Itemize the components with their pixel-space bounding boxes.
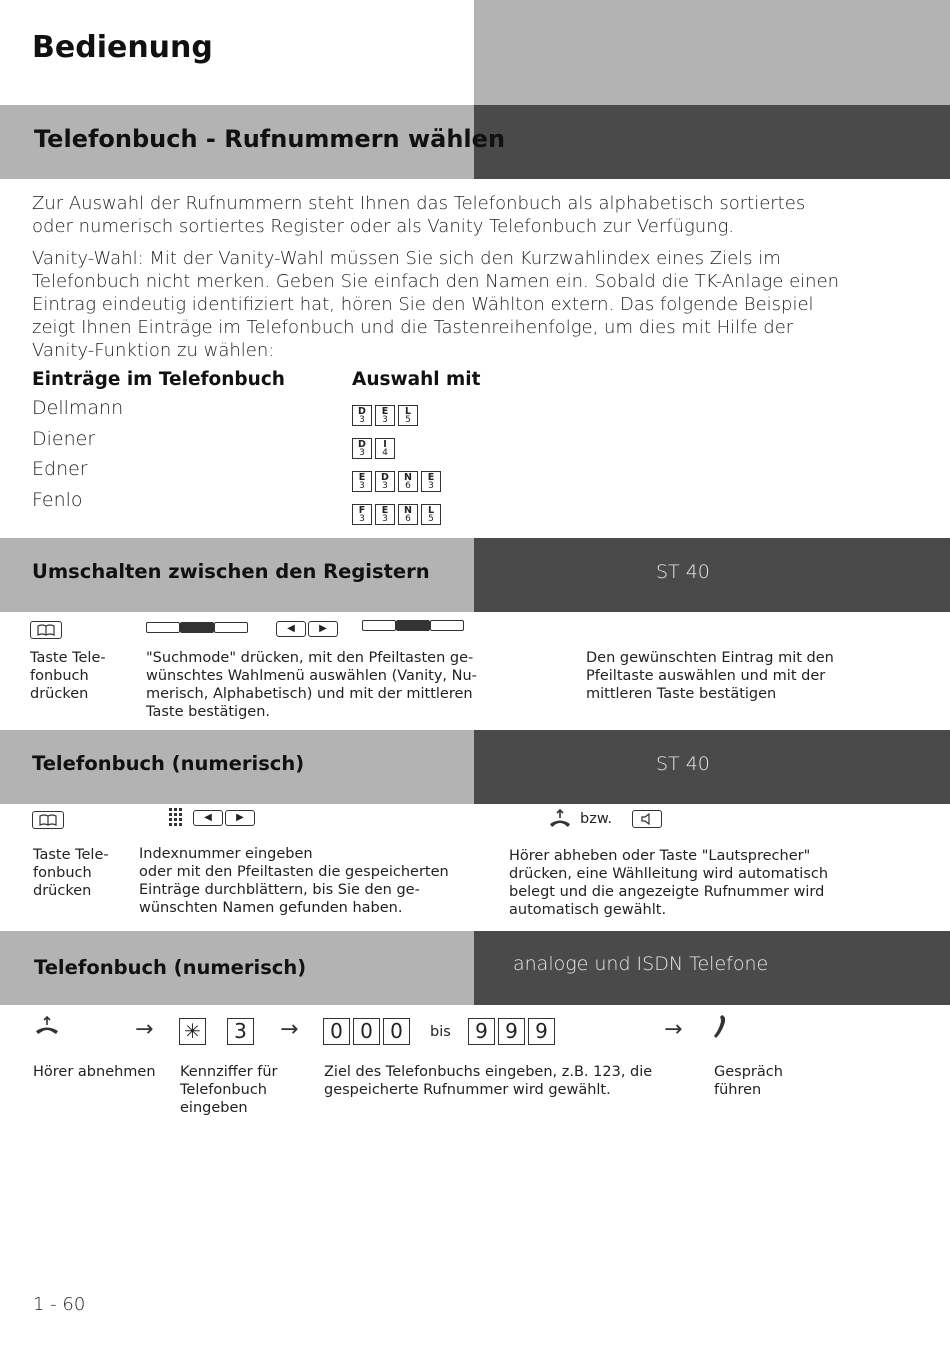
softkeys-icon [362,620,464,631]
step-text: Den gewünschten Eintrag mit den Pfeiltaste auswählen und mit der mittleren Taste bestätigen [586,650,834,702]
section-heading: Telefonbuch (numerisch) [32,752,305,775]
handset-lift-icon [34,1015,60,1039]
step-text: Taste Tele- fonbuch drücken [33,847,109,899]
vanity-line: Eintrag eindeutig identifiziert hat, hören Sie den Wählton extern. Das folgende Beispiel [32,294,814,315]
digit-key: 9 [468,1018,495,1045]
section-title: Telefonbuch - Rufnummern wählen [34,125,506,153]
keypad-key: E 3 [352,471,372,492]
entry-name: Edner [32,458,88,480]
keypad-key: E 3 [375,405,395,426]
arrow-keys-icon: ◀ ▶ [193,810,255,826]
handset-call-icon [712,1013,728,1045]
key-sequence-from [323,1018,410,1045]
step-text: Hörer abheben oder Taste "Lautsprecher" drücken, eine Wählleitung wird automatisch belegt und die angezeigte Rufnummer wird automatisch gewählt. [509,848,829,918]
keypad-icon [169,808,183,832]
keypad-key: D 3 [352,405,372,426]
intro-paragraph [32,192,892,238]
entry-name: Fenlo [32,489,83,511]
table-header-entries: Einträge im Telefonbuch [32,369,285,390]
key-sequence [352,504,441,525]
keypad-key: I 4 [375,438,395,459]
section-heading: Umschalten zwischen den Registern [32,560,430,583]
step-text: Taste Tele- fonbuch drücken [30,650,106,702]
header-band-right [474,0,950,105]
softkeys-icon [146,622,248,633]
digit-key: 9 [528,1018,555,1045]
entry-name: Dellmann [32,397,124,419]
step-text: Hörer abnehmen [33,1064,156,1080]
arrow-icon: → [664,1017,683,1042]
vanity-line: zeigt Ihnen Einträge im Telefonbuch und die Tastenreihenfolge, um dies mit Hilfe der [32,317,794,338]
page-title: Bedienung [32,30,213,65]
bis-label: bis [430,1024,451,1040]
key-sequence-to [468,1018,555,1045]
digit-key: 0 [383,1018,410,1045]
key-sequence [352,405,418,426]
digit-key: 3 [227,1018,254,1045]
phonebook-key-icon [32,811,64,829]
digit-key: 0 [353,1018,380,1045]
keypad-key: D 3 [375,471,395,492]
speaker-key-icon [632,810,662,828]
keypad-key: N 6 [398,504,418,525]
keypad-key: F 3 [352,504,372,525]
entry-name: Diener [32,428,96,450]
handset-lift-icon [548,808,572,832]
step-text: Gespräch führen [714,1064,783,1098]
keypad-key: L 5 [398,405,418,426]
device-tag: analoge und ISDN Telefone [513,953,769,975]
subtitle-band-dark [474,105,950,179]
bzw-label: bzw. [580,811,612,827]
section-band-dark [474,538,950,612]
digit-key: 0 [323,1018,350,1045]
vanity-line: Telefonbuch nicht merken. Geben Sie einfach den Namen ein. Sobald die TK-Anlage einen [32,271,840,292]
table-header-selection: Auswahl mit [352,369,481,390]
keypad-key: L 5 [421,504,441,525]
arrow-keys-icon: ◀ ▶ [276,621,338,637]
keypad-key: D 3 [352,438,372,459]
keypad-key: E 3 [421,471,441,492]
intro-line: oder numerisch sortiertes Register oder als Vanity Telefonbuch zur Verfügung. [32,216,735,237]
vanity-line: Vanity-Wahl: Mit der Vanity-Wahl müssen Sie sich den Kurzwahlindex eines Ziels im [32,248,781,269]
vanity-paragraph [32,247,912,362]
star-key: ✳ [179,1018,206,1045]
keypad-key: E 3 [375,504,395,525]
device-tag: ST 40 [656,561,710,583]
arrow-icon: → [280,1017,299,1042]
keypad-key: N 6 [398,471,418,492]
key-sequence [352,438,395,459]
intro-line: Zur Auswahl der Rufnummern steht Ihnen das Telefonbuch als alphabetisch sortiertes [32,193,806,214]
device-tag: ST 40 [656,753,710,775]
arrow-icon: → [135,1017,154,1042]
step-text: Ziel des Telefonbuchs eingeben, z.B. 123, die gespeicherte Rufnummer wird gewählt. [324,1064,653,1098]
section-band-dark [474,730,950,804]
digit-key: 9 [498,1018,525,1045]
step-text: Indexnummer eingeben oder mit den Pfeiltasten die gespeicherten Einträge durchblättern, bis Sie den ge- wünschten Namen gefunden haben. [139,846,449,916]
page-number: 1 - 60 [33,1294,86,1315]
step-text: Kennziffer für Telefonbuch eingeben [180,1064,278,1116]
phonebook-key-icon [30,621,62,639]
step-text: "Suchmode" drücken, mit den Pfeiltasten ge- wünschtes Wahlmenü auswählen (Vanity, Nu- merisch, Alphabetisch) und mit der mittleren Taste bestätigen. [146,650,477,720]
vanity-line: Vanity-Funktion zu wählen: [32,340,275,361]
key-sequence [352,471,441,492]
section-heading: Telefonbuch (numerisch) [34,956,307,979]
